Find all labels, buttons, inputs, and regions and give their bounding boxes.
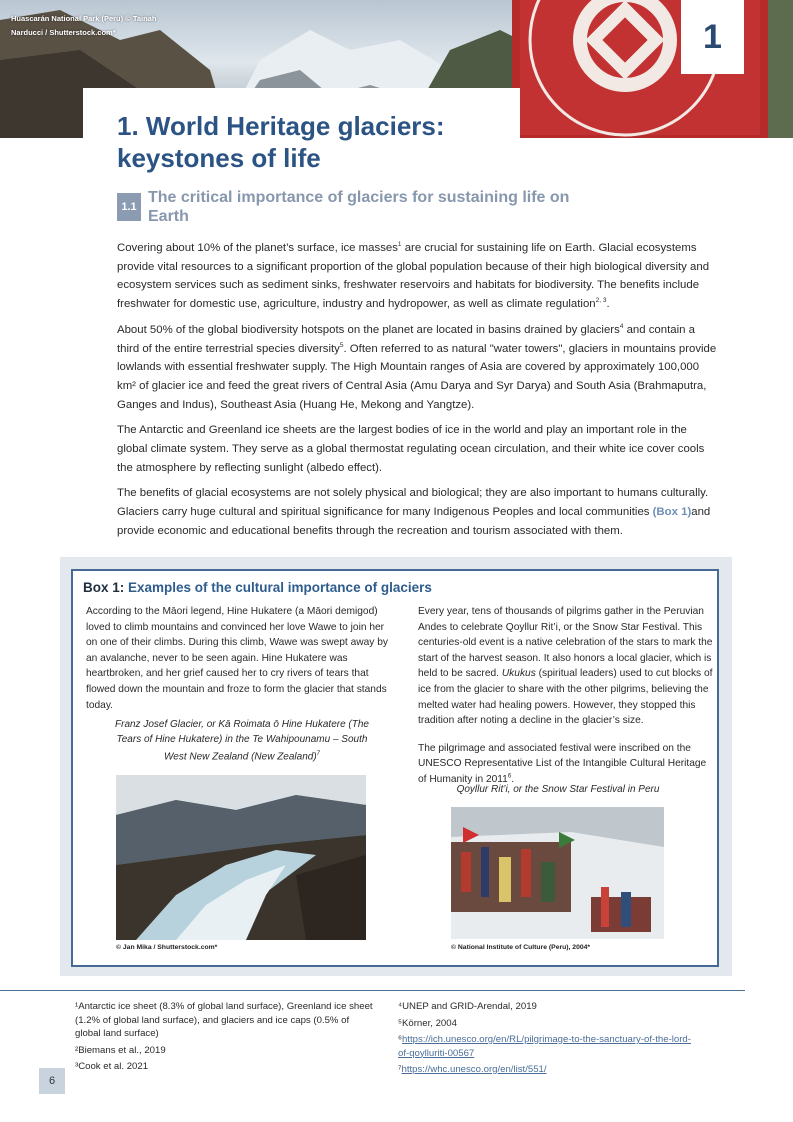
- p4-text-b: and provide economic and educational benefits through the recreation and tourism associated with them.: [117, 506, 711, 537]
- title-line-2: keystones of life: [117, 143, 321, 173]
- footnote-1: ¹Antarctic ice sheet (8.3% of global land surface), Greenland ice sheet (1.2% of global land surface), and glaciers and ice caps (0.5% of global land surface): [75, 1001, 373, 1039]
- left-caption-sup: 7: [316, 751, 320, 757]
- box-left-text: According to the Māori legend, Hine Hukatere (a Māori demigod) loved to climb mountains and convinced her love Wawe to join her on one of their climbs. During this climb, Wawe was swept away by an avalanche, never to be seen again. Hine Hukatere was heartbroken, and her grief caused her to cry rivers of tears that flowed down the mountain and froze to form the glacier that stands today.: [86, 606, 388, 711]
- right-p2-sup: 6: [507, 773, 512, 780]
- footnote-6-number: ⁶: [398, 1034, 402, 1045]
- p2-text-a: About 50% of the global biodiversity hotspots on the planet are located in basins drained by glaciers: [117, 323, 620, 336]
- p1-text-a: Covering about 10% of the planet’s surface, ice masses: [117, 242, 398, 254]
- p2-text-b: and contain a third of the entire terrestrial species diversity: [117, 323, 695, 355]
- right-paragraph-2: [418, 741, 713, 788]
- p4-text-a: The benefits of glacial ecosystems are not solely physical and biological; they are also important to humans culturally. Glaciers carry huge cultural and spiritual significance for many Indigenous Peoples and local communities: [117, 487, 709, 519]
- right-p1-text-a: Every year, tens of thousands of pilgrims gather in the Peruvian Andes to celebrate Qoyllur Rit’i, or the Snow Star Festival. This centuries-old event is a native celebration of the stars to mark the start of the harvest season. It also honors a local glacier, which is held to be sacred.: [418, 606, 713, 680]
- footnotes-right: [398, 1000, 698, 1080]
- box-1-title: [83, 580, 432, 595]
- footnote-7: [398, 1063, 698, 1077]
- footnote-7-number: ⁷: [398, 1064, 402, 1075]
- banner-photo-credit: Huascarán National Park (Peru) © Tainah Narducci / Shutterstock.com*: [11, 14, 157, 37]
- right-photo-credit: © National Institute of Culture (Peru), 2004*: [451, 944, 591, 951]
- glacier-photo: [116, 775, 366, 940]
- glacier-image: [116, 775, 366, 940]
- footnote-2: ²Biemans et al., 2019: [75, 1044, 166, 1056]
- p2-sup-2: 5: [339, 341, 344, 349]
- left-photo-credit: © Jan Mika / Shutterstock.com*: [116, 944, 218, 951]
- right-p1-text-b: (spiritual leaders) used to cut blocks of ice from the glacier to share with the other pilgrims, believing the melted water had healing powers. However, they stopped this tradition after noting a decline in the glacier’s size.: [418, 668, 713, 727]
- footnote-divider: [0, 990, 745, 991]
- p1-sup-1: 1: [397, 241, 402, 249]
- footnotes-left: [75, 1000, 375, 1077]
- p1-text-end: .: [606, 298, 610, 311]
- title-line-1: 1. World Heritage glaciers:: [117, 111, 445, 141]
- festival-image: [451, 807, 664, 939]
- box-1-label: Box 1:: [83, 580, 129, 595]
- box-1-reference-link[interactable]: (Box 1): [652, 506, 692, 519]
- footnote-3: ³Cook et al. 2021: [75, 1061, 149, 1072]
- footnote-6: [398, 1033, 698, 1060]
- footnote-5: ⁵Körner, 2004: [398, 1017, 457, 1029]
- page-title: [117, 110, 537, 174]
- page-number: 6: [39, 1068, 65, 1094]
- p1-sup-2: 2, 3: [595, 297, 607, 305]
- festival-photo: [451, 807, 664, 939]
- footnote-6-link[interactable]: https://ich.unesco.org/en/RL/pilgrimage-to-the-sanctuary-of-the-lord-of-qoylluriti-00567: [398, 1034, 691, 1059]
- footnote-4: ⁴UNEP and GRID-Arendal, 2019: [398, 1001, 537, 1012]
- right-p2-text: The pilgrimage and associated festival were inscribed on the UNESCO Representative List of the Intangible Cultural Heritage of Humanity in 2011: [418, 742, 707, 785]
- section-title: The critical importance of glaciers for sustaining life on Earth: [148, 189, 570, 225]
- section-badge: 1.1: [117, 193, 141, 221]
- paragraph-2: [117, 321, 717, 415]
- chapter-number: 1: [681, 0, 744, 74]
- right-p1-emphasis: Ukukus: [501, 668, 536, 680]
- right-p2-end: .: [511, 773, 515, 785]
- left-photo-caption: [112, 718, 372, 765]
- p1-text-b: are crucial for sustaining life on Earth. Glacial ecosystems provide vital resources to a significant proportion of the global population because of their high biological diversity and ecosystem services such as sediment sinks, freshwater reservoirs and habitats for biodiversity. The benefits include freshwater for domestic use, agriculture, industry and hydropower, as well as climate regulation: [117, 242, 710, 311]
- paragraph-3: The Antarctic and Greenland ice sheets are the largest bodies of ice in the world and play an important role in the global climate system. They serve as a global thermostat regulating ocean circulation, and their white ice cover cools the atmosphere by reflecting sunlight (albedo effect).: [117, 424, 705, 474]
- body-text: [117, 239, 717, 548]
- box-1-heading: Examples of the cultural importance of glaciers: [128, 580, 432, 595]
- right-paragraph-1: [418, 604, 713, 729]
- p2-text-c: . Often referred to as natural "water towers", glaciers in mountains provide lowlands with essential freshwater supply. The High Mountain ranges of Asia are covered by approximately 100,000 km² of glacier ice and feed the great rivers of Central Asia (Amu Darya and Syr Darya) and South Asia (Brahmaputra, Ganges and Indus), Southeast Asia (Huang He, Mekong and Yangtze).: [117, 342, 717, 411]
- paragraph-1: [117, 239, 717, 314]
- paragraph-4: [117, 484, 717, 540]
- box-right-text: [418, 604, 713, 800]
- p2-sup-1: 4: [619, 323, 624, 331]
- right-photo-caption: Qoyllur Rit’i, or the Snow Star Festival in Peru: [456, 784, 660, 795]
- footnote-7-link[interactable]: https://whc.unesco.org/en/list/551/: [401, 1064, 547, 1075]
- left-caption-text: Franz Josef Glacier, or Kā Roimata ō Hine Hukatere (The Tears of Hine Hukatere) in the Te Wahipounamu – South West New Zealand (New Zealand): [115, 719, 369, 763]
